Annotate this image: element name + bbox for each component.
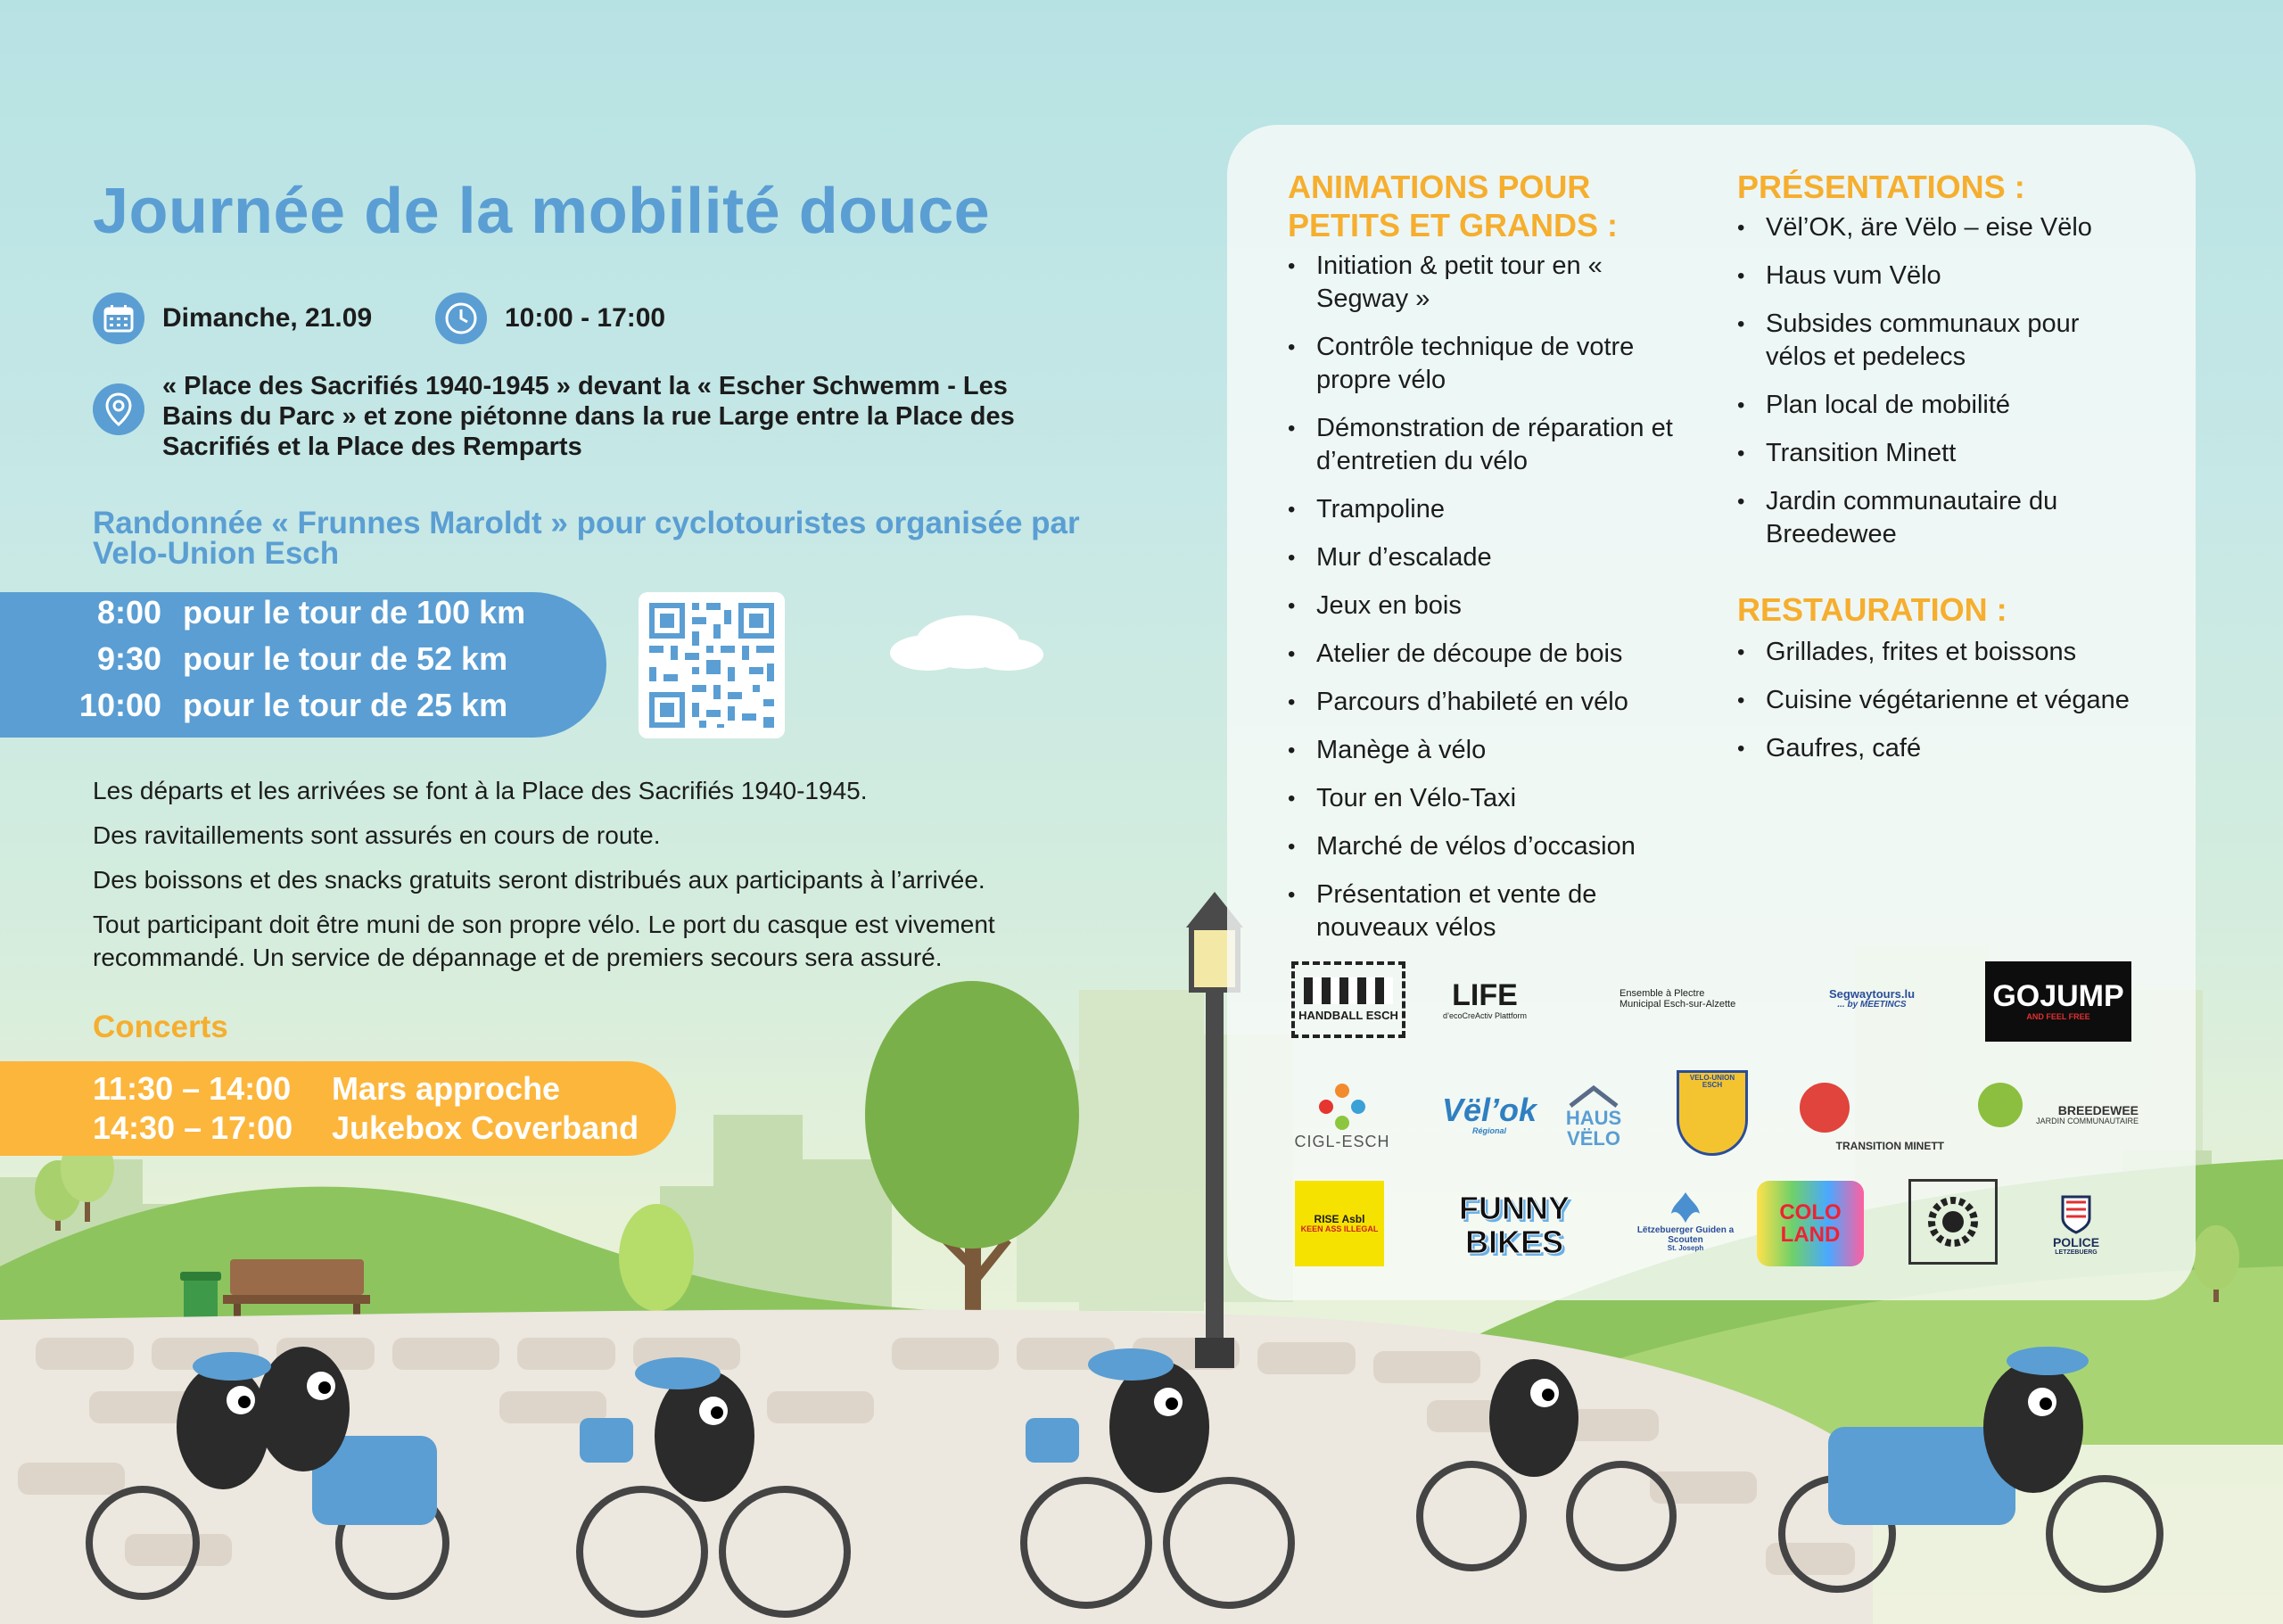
logo-scouten: Lëtzebuerger Guiden a Scouten St. Joseph — [1630, 1177, 1741, 1266]
page-title: Journée de la mobilité douce — [93, 176, 991, 247]
concert-name: Jukebox Coverband — [332, 1109, 639, 1146]
tour-row — [0, 687, 507, 724]
logo-gojump: GOJUMP AND FEEL FREE — [1985, 961, 2131, 1042]
logo-cigl-esch: CIGL-ESCH — [1284, 1070, 1400, 1159]
presentations-list — [1732, 211, 2133, 566]
list-item: • Marché de vélos d’occasion — [1282, 830, 1693, 863]
tour-time: 8:00 — [96, 594, 161, 631]
info-paragraph: Les départs et les arrivées se font à la Place des Sacrifiés 1940-1945. — [93, 777, 868, 804]
calendar-icon — [93, 293, 144, 344]
logo-colo-land: COLO LAND — [1757, 1181, 1864, 1266]
time-row — [435, 293, 665, 344]
list-item: • Manège à vélo — [1282, 734, 1693, 767]
logo-haus-velo: HAUS VËLO — [1557, 1074, 1630, 1159]
qr-code[interactable] — [639, 592, 785, 738]
event-location: « Place des Sacrifiés 1940-1945 » devant la « Escher Schwemm - Les Bains du Parc » et zone piétonne dans la rue Large entre la Place des Sacrifiés et la Place des Remparts — [162, 372, 1015, 461]
list-item: • Atelier de découpe de bois — [1282, 638, 1693, 671]
location-pin-icon — [93, 383, 144, 435]
concerts-title: Concerts — [93, 1010, 228, 1044]
tour-row — [0, 640, 507, 678]
animations-title: ANIMATIONS POUR PETITS ET GRANDS : — [1288, 169, 1619, 243]
logo-rc-club — [1908, 1179, 1998, 1265]
list-item: • Cuisine végétarienne et végane — [1732, 684, 2142, 717]
list-item: • Jeux en bois — [1282, 589, 1693, 622]
list-item: • Initiation & petit tour en « Segway » — [1282, 250, 1611, 316]
randonnee-title: Randonnée « Frunnes Maroldt » pour cyclotouristes organisée par Velo-Union Esch — [93, 506, 1080, 571]
concert-name: Mars approche — [332, 1070, 561, 1107]
cigl-emblem-icon — [1315, 1080, 1369, 1134]
restauration-list — [1732, 636, 2142, 780]
logo-handball-esch: HANDBALL ESCH — [1291, 961, 1405, 1038]
concert-row — [93, 1109, 639, 1147]
tour-label: pour le tour de 25 km — [183, 687, 508, 723]
presentations-title: PRÉSENTATIONS : — [1737, 169, 2025, 205]
info-paragraph: Des boissons et des snacks gratuits seront distribués aux participants à l’arrivée. — [93, 866, 985, 894]
gear-icon — [1922, 1191, 1984, 1253]
tour-row — [0, 594, 525, 631]
event-date: Dimanche, 21.09 — [162, 303, 373, 333]
list-item: • Subsides communaux pour vélos et pedelecs — [1732, 308, 2133, 374]
list-item: • Démonstration de réparation et d’entretien du vélo — [1282, 412, 1693, 478]
logo-velo-union-esch: VELO-UNION ESCH — [1677, 1070, 1748, 1156]
list-item: • Grillades, frites et boissons — [1732, 636, 2142, 669]
list-item: • Vël’OK, äre Vëlo – eise Vëlo — [1732, 211, 2133, 244]
list-item: • Trampoline — [1282, 493, 1693, 526]
restauration-title: RESTAURATION : — [1737, 591, 2007, 628]
list-item: • Jardin communautaire du Breedewee — [1732, 485, 2133, 551]
list-item: • Haus vum Vëlo — [1732, 260, 2133, 293]
logo-life: LIFE d’ecoCreActiv Plattform — [1442, 978, 1528, 1021]
info-paragraph: Des ravitaillements sont assurés en cours de route. — [93, 821, 661, 849]
logo-funny-bikes: FUNNY BIKES — [1459, 1190, 1570, 1260]
clock-icon — [435, 293, 487, 344]
date-row — [93, 293, 372, 344]
logo-velok: Vël’ok Régional — [1441, 1092, 1537, 1136]
list-item: • Plan local de mobilité — [1732, 389, 2133, 422]
police-lion-icon — [2054, 1191, 2098, 1236]
tour-label: pour le tour de 100 km — [183, 594, 526, 631]
event-time: 10:00 - 17:00 — [505, 303, 666, 333]
tour-label: pour le tour de 52 km — [183, 640, 508, 677]
list-item: • Transition Minett — [1732, 437, 2133, 470]
list-item: • Présentation et vente de nouveaux vélos — [1282, 878, 1646, 944]
concert-time: 14:30 – 17:00 — [93, 1109, 293, 1146]
logo-transition-minett: TRANSITION MINETT — [1800, 1077, 1944, 1152]
concert-row — [93, 1070, 560, 1108]
logo-breedewee: BREEDEWEE JARDIN COMMUNAUTAIRE — [1978, 1077, 2139, 1152]
tour-time: 9:30 — [96, 640, 161, 677]
tour-time: 10:00 — [78, 687, 161, 723]
list-item: • Mur d’escalade — [1282, 541, 1693, 574]
concert-time: 11:30 – 14:00 — [93, 1070, 292, 1107]
logo-segwaytours: Segwaytours.lu ... by MEETINCS — [1828, 986, 1916, 1010]
logo-rise-asbl: RISE Asbl KEEN ASS ILLEGAL — [1295, 1181, 1384, 1266]
list-item: • Parcours d’habileté en vélo — [1282, 686, 1693, 719]
animations-list — [1282, 250, 1693, 960]
breedewee-emblem-icon — [1978, 1083, 2023, 1127]
logo-plectre: Ensemble à Plectre Municipal Esch-sur-Alzette — [1620, 988, 1736, 1010]
list-item: • Gaufres, café — [1732, 732, 2142, 765]
logo-police: POLICE LETZEBUERG — [2040, 1179, 2112, 1268]
list-item: • Contrôle technique de votre propre vélo — [1282, 331, 1693, 397]
transition-emblem-icon — [1800, 1083, 1850, 1133]
list-item: • Tour en Vélo-Taxi — [1282, 782, 1693, 815]
info-paragraph: Tout participant doit être muni de son propre vélo. Le port du casque est vivement recommandé. Un service de dépannage et de premiers secours sera assuré. — [93, 911, 995, 971]
